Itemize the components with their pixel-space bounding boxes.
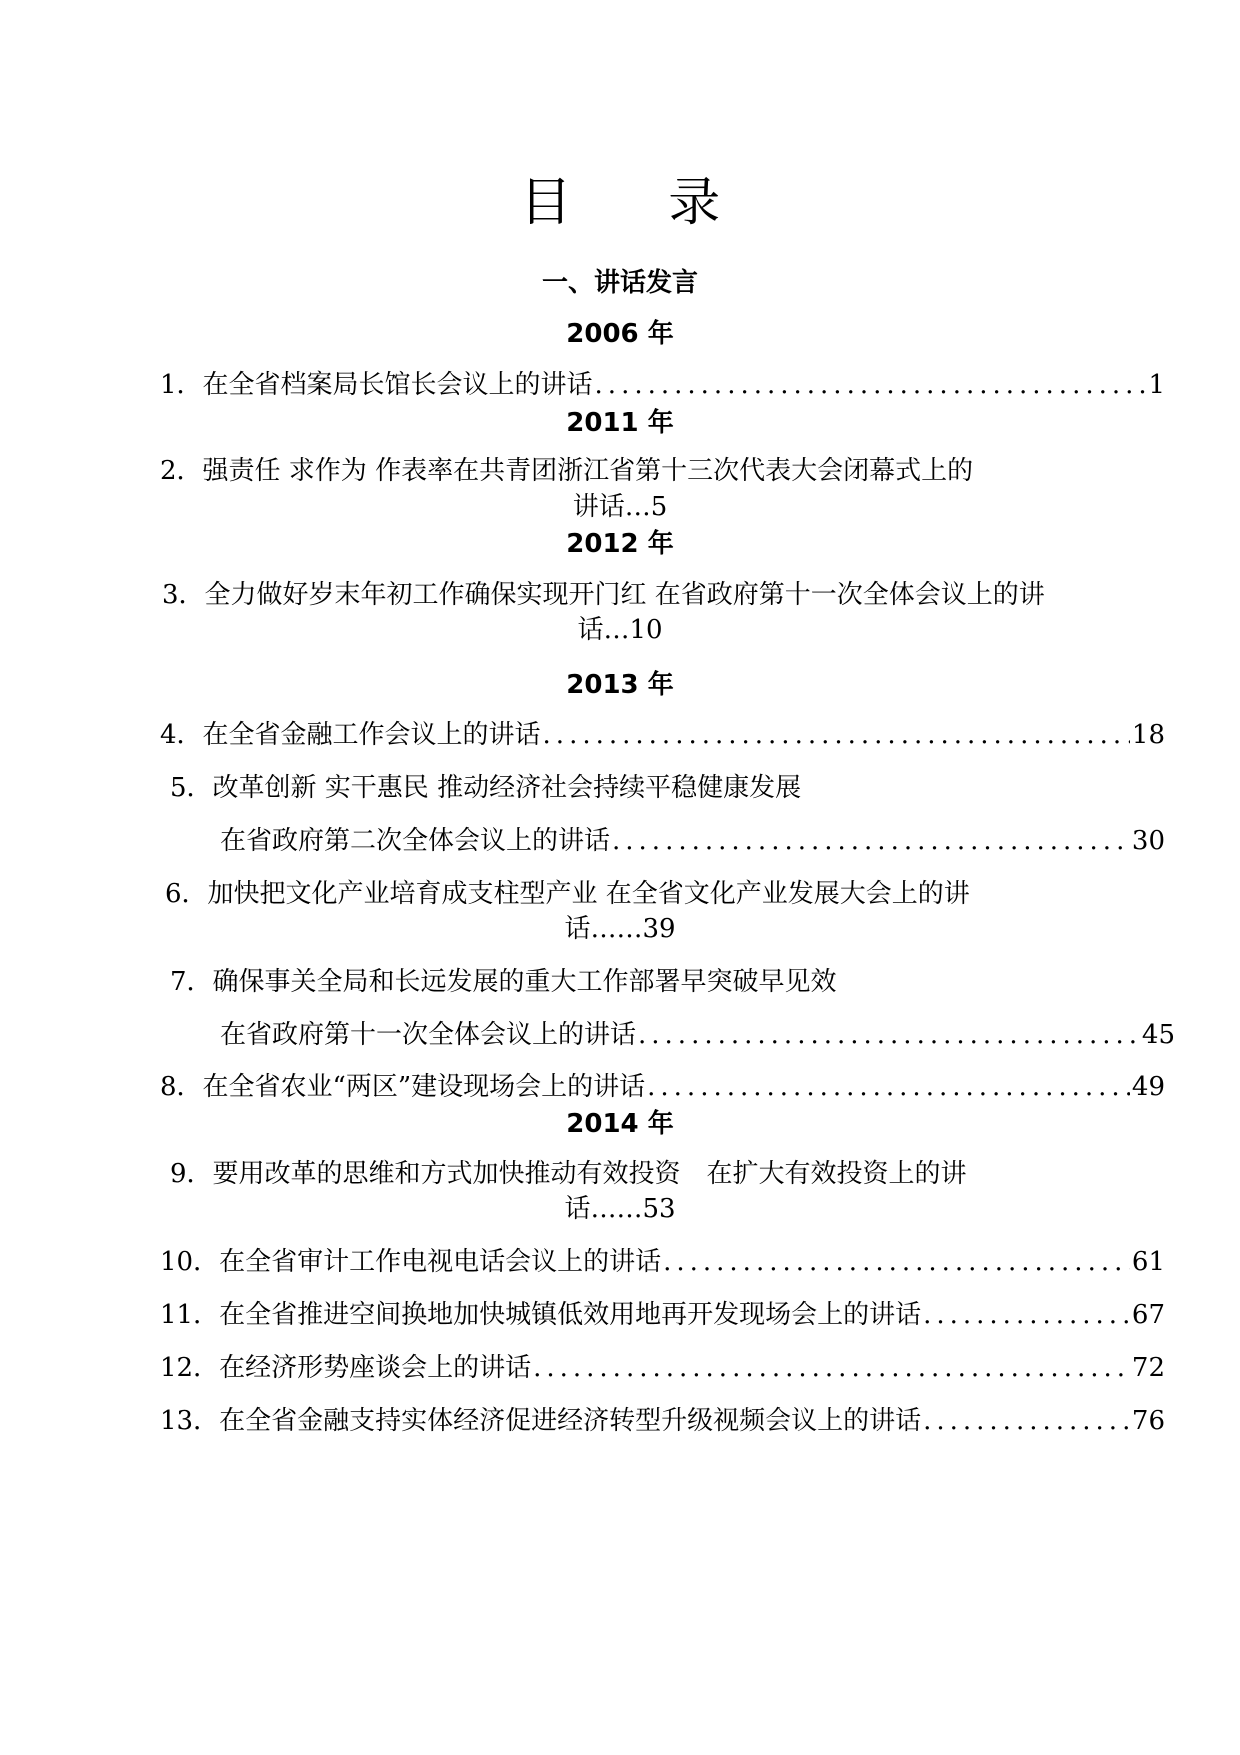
- leader-dots: [663, 1245, 1130, 1279]
- year-heading-2014: 2014 年: [566, 1109, 674, 1139]
- toc-entry-label: 4．在全省金融工作会议上的讲话: [160, 720, 541, 750]
- page-title: 目 录: [519, 173, 761, 233]
- toc-entry-9-line2[interactable]: 话……53: [564, 1194, 676, 1224]
- toc-entry-13[interactable]: [160, 1404, 1165, 1438]
- leader-dots: [595, 368, 1147, 402]
- toc-entry-2-line1[interactable]: 2．强责任 求作为 作表率在共青团浙江省第十三次代表大会闭幕式上的: [160, 456, 974, 486]
- leader-dots: [543, 718, 1130, 752]
- toc-entry-7-line1[interactable]: 7．确保事关全局和长远发展的重大工作部署早突破早见效: [170, 967, 837, 997]
- toc-entry-label: 8．在全省农业“两区”建设现场会上的讲话: [160, 1072, 646, 1102]
- toc-entry-page: 30: [1131, 826, 1165, 856]
- year-heading-2013: 2013 年: [566, 670, 674, 700]
- toc-entry-page: 45: [1141, 1020, 1175, 1050]
- toc-entry-3-line2[interactable]: 话…10: [577, 615, 663, 645]
- toc-entry-10[interactable]: [160, 1245, 1165, 1279]
- toc-entry-1[interactable]: [160, 368, 1165, 402]
- toc-entry-7[interactable]: [220, 1018, 1175, 1052]
- toc-entry-page: 18: [1131, 720, 1165, 750]
- year-heading-2006: 2006 年: [566, 319, 674, 349]
- toc-entry-11[interactable]: [160, 1298, 1165, 1332]
- toc-entry-page: 76: [1131, 1406, 1165, 1436]
- section-heading: 一、讲话发言: [541, 268, 698, 298]
- toc-entry-6-line1[interactable]: 6．加快把文化产业培育成支柱型产业 在全省文化产业发展大会上的讲: [165, 879, 970, 909]
- toc-entry-label: 13．在全省金融支持实体经济促进经济转型升级视频会议上的讲话: [160, 1406, 922, 1436]
- toc-entry-6-line2[interactable]: 话……39: [564, 914, 676, 944]
- leader-dots: [612, 824, 1130, 858]
- toc-entry-3-line1[interactable]: 3．全力做好岁末年初工作确保实现开门红 在省政府第十一次全体会议上的讲: [162, 580, 1045, 610]
- leader-dots: [923, 1404, 1130, 1438]
- toc-entry-label: 在省政府第二次全体会议上的讲话: [220, 826, 611, 856]
- toc-entry-page: 72: [1131, 1353, 1165, 1383]
- toc-entry-page: 1: [1148, 370, 1165, 400]
- toc-entry-4[interactable]: [160, 718, 1165, 752]
- toc-entry-label: 1．在全省档案局长馆长会议上的讲话: [160, 370, 593, 400]
- toc-entry-5-line1[interactable]: 5．改革创新 实干惠民 推动经济社会持续平稳健康发展: [170, 773, 802, 803]
- leader-dots: [533, 1351, 1130, 1385]
- toc-entry-page: 61: [1131, 1247, 1165, 1277]
- toc-entry-5[interactable]: [220, 824, 1165, 858]
- leader-dots: [647, 1070, 1130, 1104]
- year-heading-2012: 2012 年: [566, 529, 674, 559]
- toc-entry-label: 在省政府第十一次全体会议上的讲话: [220, 1020, 637, 1050]
- toc-entry-label: 12．在经济形势座谈会上的讲话: [160, 1353, 532, 1383]
- toc-entry-label: 10．在全省审计工作电视电话会议上的讲话: [160, 1247, 662, 1277]
- year-heading-2011: 2011 年: [566, 408, 674, 438]
- toc-entry-2-line2[interactable]: 讲话…5: [572, 492, 668, 522]
- leader-dots: [638, 1018, 1140, 1052]
- toc-entry-label: 11．在全省推进空间换地加快城镇低效用地再开发现场会上的讲话: [160, 1300, 922, 1330]
- toc-entry-page: 49: [1131, 1072, 1165, 1102]
- toc-entry-page: 67: [1131, 1300, 1165, 1330]
- leader-dots: [923, 1298, 1130, 1332]
- toc-entry-8[interactable]: [160, 1070, 1165, 1104]
- toc-entry-9-line1[interactable]: 9．要用改革的思维和方式加快推动有效投资 在扩大有效投资上的讲: [170, 1159, 967, 1189]
- toc-entry-12[interactable]: [160, 1351, 1165, 1385]
